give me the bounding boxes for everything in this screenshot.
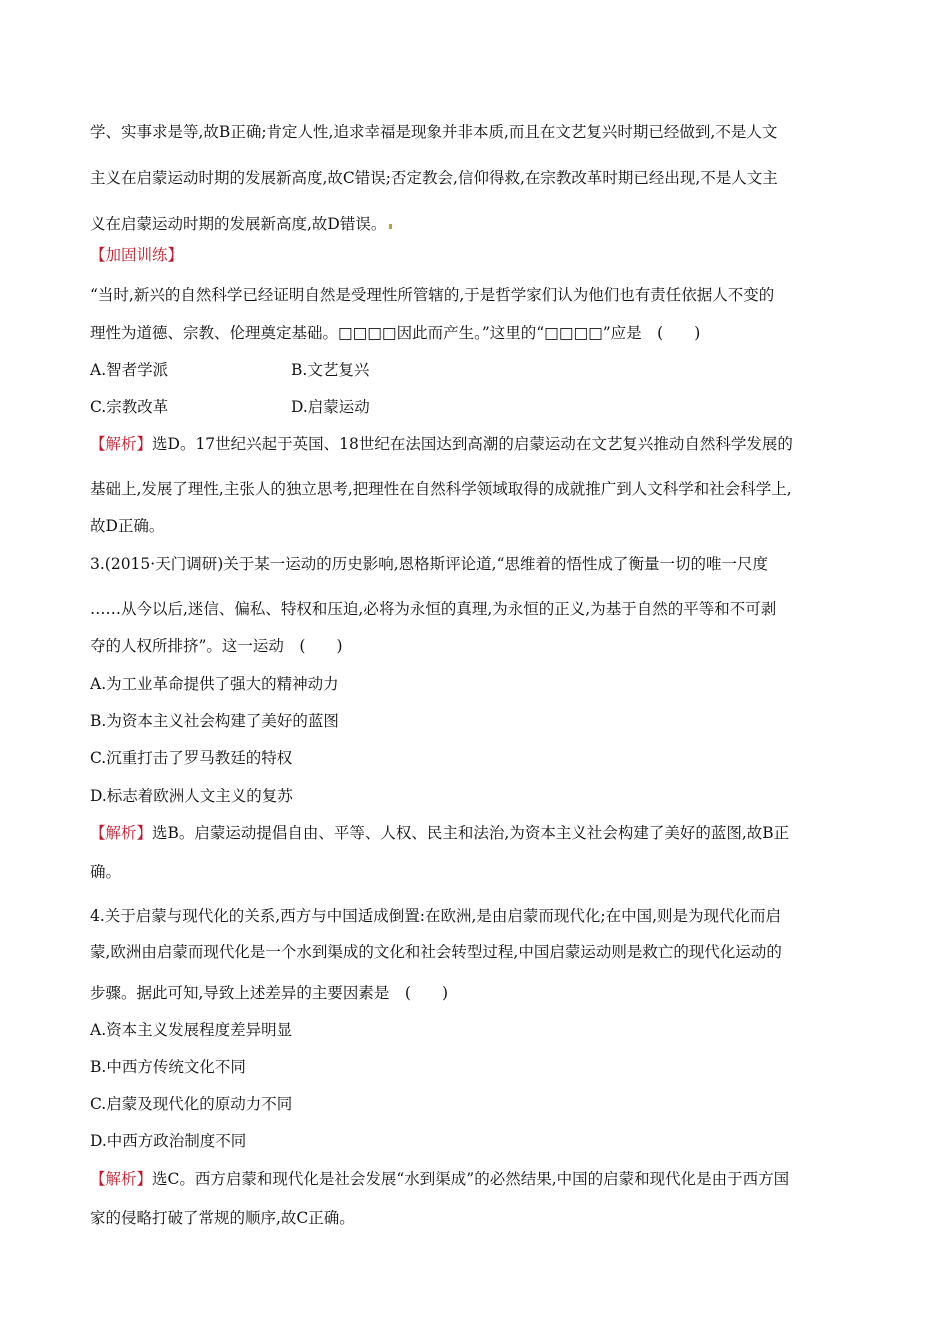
- q4-option-a: A.资本主义发展程度差异明显: [90, 1021, 293, 1039]
- prev-analysis-line-2: 主义在启蒙运动时期的发展新高度,故C错误;否定教会,信仰得救,在宗教改革时期已经出现,不是人文主: [90, 169, 778, 187]
- training-analysis-line-3: 故D正确。: [90, 517, 165, 535]
- analysis-label: 【解析】: [90, 824, 153, 842]
- q3-analysis-line-1: [90, 822, 865, 844]
- prev-analysis-line-1: 学、实事求是等,故B正确;肯定人性,追求幸福是现象并非本质,而且在文艺复兴时期已经做到,不是人文: [90, 123, 778, 141]
- prev-analysis-line-3-text: 义在启蒙运动时期的发展新高度,故D错误。: [90, 215, 387, 233]
- analysis-label: 【解析】: [90, 435, 153, 453]
- training-options-row-1: [90, 359, 865, 381]
- q4-analysis-text-1: 选C。西方启蒙和现代化是社会发展“水到渠成”的必然结果,中国的启蒙和现代化是由于西方国: [152, 1170, 790, 1188]
- training-option-c: C.宗教改革: [90, 398, 169, 416]
- q4-option-d: D.中西方政治制度不同: [90, 1132, 247, 1150]
- q3-stem-line-3: 夺的人权所排挤”。这一运动 ( ): [90, 637, 343, 655]
- q4-analysis-line-1: [90, 1168, 865, 1190]
- q3-option-a: A.为工业革命提供了强大的精神动力: [90, 675, 339, 693]
- training-option-d: D.启蒙运动: [291, 398, 370, 416]
- q3-analysis-line-2: 确。: [90, 863, 122, 881]
- mark-dot: [389, 224, 392, 229]
- training-analysis-line-2: 基础上,发展了理性,主张人的独立思考,把理性在自然科学领域取得的成就推广到人文科学和社会科学上,: [90, 480, 792, 498]
- analysis-label: 【解析】: [90, 1170, 153, 1188]
- q4-option-b: B.中西方传统文化不同: [90, 1058, 246, 1076]
- q4-stem-line-2: 蒙,欧洲由启蒙而现代化是一个水到渠成的文化和社会转型过程,中国启蒙运动则是救亡的现代化运动的: [90, 943, 782, 961]
- training-options-row-2: [90, 396, 865, 418]
- training-stem-line-1: “当时,新兴的自然科学已经证明自然是受理性所管辖的,于是哲学家们认为他们也有责任依据人不变的: [90, 286, 775, 304]
- prev-analysis-line-3: [90, 213, 865, 235]
- training-analysis-text-1: 选D。17世纪兴起于英国、18世纪在法国达到高潮的启蒙运动在文艺复兴推动自然科学发展的: [152, 435, 793, 453]
- q4-analysis-line-2: 家的侵略打破了常规的顺序,故C正确。: [90, 1209, 355, 1227]
- training-option-b: B.文艺复兴: [291, 361, 370, 379]
- q4-stem-line-3: 步骤。据此可知,导致上述差异的主要因素是 ( ): [90, 984, 449, 1002]
- q4-option-c: C.启蒙及现代化的原动力不同: [90, 1095, 293, 1113]
- q3-option-c: C.沉重打击了罗马教廷的特权: [90, 749, 293, 767]
- q3-analysis-text-1: 选B。启蒙运动提倡自由、平等、人权、民主和法治,为资本主义社会构建了美好的蓝图,故B正: [152, 824, 790, 842]
- q3-option-b: B.为资本主义社会构建了美好的蓝图: [90, 712, 339, 730]
- q3-stem-line-2: ……从今以后,迷信、偏私、特权和压迫,必将为永恒的真理,为永恒的正义,为基于自然的平等和不可剥: [90, 600, 777, 618]
- q3-option-d: D.标志着欧洲人文主义的复苏: [90, 787, 293, 805]
- training-analysis-line-1: [90, 433, 865, 455]
- training-option-a: A.智者学派: [90, 361, 169, 379]
- training-heading: 【加固训练】: [90, 246, 184, 264]
- training-stem-line-2: 理性为道德、宗教、伦理奠定基础。□□□□因此而产生。”这里的“□□□□”应是 ( ): [90, 324, 701, 342]
- q4-stem-line-1: 4.关于启蒙与现代化的关系,西方与中国适成倒置:在欧洲,是由启蒙而现代化;在中国,则是为现代化而启: [90, 907, 782, 925]
- q3-stem-line-1: 3.(2015·天门调研)关于某一运动的历史影响,恩格斯评论道,“思维着的悟性成了衡量一切的唯一尺度: [90, 555, 769, 573]
